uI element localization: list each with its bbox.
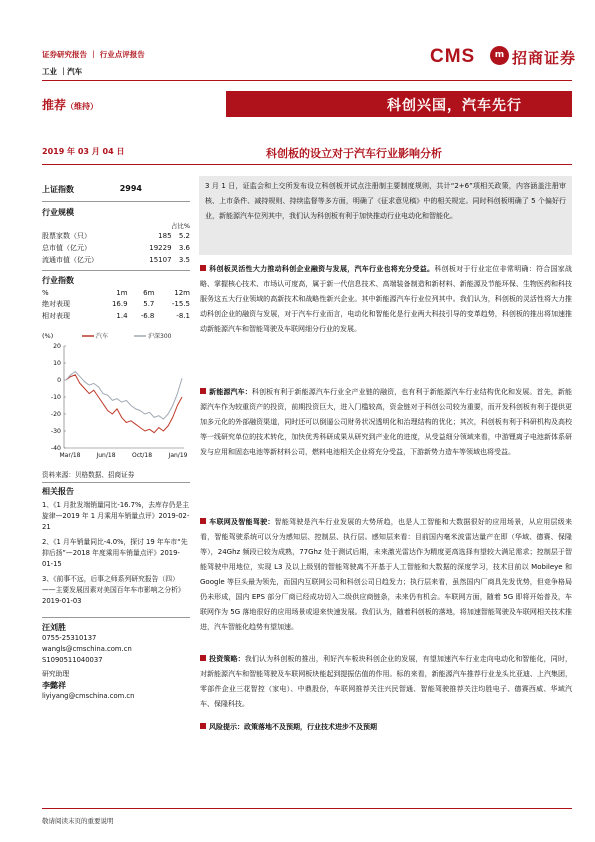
perf-cell: -8.1 — [176, 312, 190, 320]
chart-y-tick: 0 — [57, 377, 61, 384]
subtitle-divider — [42, 164, 572, 165]
perf-cell: 相对表现 — [42, 312, 70, 320]
related-report-item[interactable]: 3、《前事不远，后事之师系列研究报告（四）——主要发展因素对美国百年车市影响之分析》2019-01-03 — [42, 575, 185, 605]
header-divider — [42, 80, 572, 81]
scale-row-pct: 3.5 — [178, 256, 190, 264]
industry-label: 工业 ｜汽车 — [42, 67, 83, 76]
perf-row — [42, 298, 190, 310]
point-1-text: 科创板对于行业定位非常明确：符合国家战略、掌握核心技术、市场认可度高，属于新一代信息技术、高端装备制造和新材料、新能源及节能环保、生物医药和科技服务这五大行业领域的高新技术和战略性新兴企业。其中新能源汽车行业位列其中。我们认为，科创板的灵活性将大力推动科创企业的融资与发展，对于汽车行业而言，电动化和智能化是行业两大科技引导的变革趋势，科创板的推出将加速推动新能源汽车和智能驾驶及车联网细分行业的发展。 — [200, 265, 573, 333]
perf-cell: -6.8 — [140, 312, 155, 320]
scale-row-label: 股票家数（只） — [42, 232, 91, 240]
perf-cell: 绝对表现 — [42, 300, 70, 308]
logo-cn-text: 招商证券 — [512, 49, 577, 67]
pct-label: 占比% — [170, 222, 190, 230]
bullet-square-icon — [200, 723, 206, 729]
index-label: 上证指数 — [42, 185, 74, 194]
chart-y-tick: -10 — [50, 394, 61, 401]
rating-label: 推荐 — [42, 98, 67, 112]
chart-series-line — [66, 372, 182, 420]
analyst1-name: 汪刘胜 — [42, 623, 66, 632]
point-4-text: 我们认为科创板的推出，利好汽车板块科创企业的发展，有望加速汽车行业走向电动化和智能化，同时，对新能源汽车和智能驾驶及车联网板块能起到提振估值的作用。标的来看，新能源汽车推荐行业龙头比亚迪、上汽集团，零部件企业三花智控（家电）、中鼎股份，车联网推荐关注兴民智通、智能驾驶推荐关注均胜电子、德赛西威、华域汽车、保隆科技。 — [200, 655, 573, 708]
point-4-bold: 投资策略： — [209, 655, 245, 663]
perf-cell: 1.4 — [116, 312, 128, 320]
analyst1-email[interactable]: wangls@cmschina.com.cn — [42, 645, 132, 653]
summary-box: 3 月 1 日，证监会和上交所发布设立科创板并试点注册制主要制度规则，共计“2+6”项相关政策，内容涵盖注册审核、上市条件、减持规则、持续监督等多方面，明确了《征求意见稿》中的相关规定。同时科创板明确了 5 个偏好行业，新能源汽车位列其中，我们认为科创板有利于加快推动行业电动化和智能化。 — [199, 176, 572, 255]
point-5 — [200, 720, 572, 735]
analyst2-email[interactable]: liyiyang@cmschina.com.cn — [42, 692, 135, 700]
sidebar-divider — [42, 617, 190, 618]
point-3-text: 智能驾驶是汽车行业发展的大势所趋，也是人工智能和大数据很好的应用场景，从应用层级来看，智能驾驶系统可以分为感知层、控制层、执行层。感知层来看：目前国内毫米波雷达量产在即（华域、德赛、保隆等），24Ghz 频段已较为成熟，77Ghz 处于测试后期，未来激光雷达作为精度更高选择有望较大满足需求；控制层于智能驾驶中用地位，实现 L3 及以上级别的智能驾驶离不开基于人工智能和大数据的深度学习，技术目前以 Mobileye 和 Google 等巨头最为领先，而国内互联网公司和科创公司日趋发力；执行层来看，虽然国内厂商具先发优势，但竞争格局仍未形成，国内 EPS 部分厂商已经成功切入二级供应商链条，未来仍有机会。车联网方面，随着 5G 即将开始普及，车联网作为 5G 落地很好的应用场景或迎来快速发展。我们认为，随着科创板的落地，将加速智能驾驶及车联网相关技术推进，汽车智能化趋势有望加速。 — [200, 518, 573, 631]
scale-table — [42, 230, 190, 266]
perf-cell: 5.7 — [143, 300, 155, 308]
chart-x-tick: Jan/19 — [168, 452, 188, 459]
chart-y-unit: (%) — [42, 332, 54, 340]
analyst1-cert: S1090511040037 — [42, 656, 103, 664]
cms-logo — [430, 44, 580, 70]
chart-x-tick: Mar/18 — [59, 452, 81, 459]
related-report-item[interactable]: 2、《1 月车销量同比-4.0%，探讨 19 年车市“先抑后扬”—2018 年度乘用车销量点评》2019-01-15 — [42, 538, 188, 568]
scale-row — [42, 230, 190, 242]
sidebar-divider — [42, 201, 190, 202]
point-4 — [200, 652, 572, 712]
report-subtitle: 科创板的设立对于汽车行业影响分析 — [266, 147, 442, 160]
chart-y-tick: 10 — [53, 360, 61, 367]
chart-y-tick: -30 — [50, 428, 61, 435]
page-title: 科创兴国，汽车先行 — [387, 98, 522, 114]
index-chart — [42, 328, 192, 468]
chart-y-tick: 20 — [53, 343, 61, 350]
logo-circle-icon: m — [490, 46, 509, 65]
scale-row-value: 15107 — [149, 256, 172, 264]
analyst2-name: 李懿祥 — [42, 681, 66, 690]
chart-x-tick: Oct/18 — [131, 452, 153, 459]
point-1 — [200, 262, 572, 337]
report-date: 2019 年 03 月 04 日 — [42, 147, 125, 156]
point-2-text: 科创板有利于新能源汽车行业全产业链的融资，也有利于新能源汽车行业结构优化和发展。首先，新能源汽车作为较重资产的投资，前期投资巨大，进入门槛较高，资金链对于科创公司较为重要，而开发科创板有利于提供更加多元化的外部融资渠道，同时还可以倒逼公司财务状况透明化和治理结构的优化；其次，科创板有利于科研机构及高校等一线研究单位的技术转化，加快优秀科研成果从研究到产业化的进度，从受益细分领域来看，中游锂离子电池新体系研发与应用和固态电池等新材料公司，燃料电池相关企业将充分受益，下游新势力造车等领域也将受益。 — [200, 388, 573, 456]
logo-cms-text: CMS — [430, 46, 476, 67]
point-1-bold: 科创板灵活性大力推动科创企业融资与发展，汽车行业也将充分受益。 — [209, 265, 435, 273]
point-5-bold: 风险提示：政策落地不及预期，行业技术进步不及预期 — [209, 723, 377, 731]
assistant-title: 研究助理 — [42, 670, 70, 678]
chart-legend-label: 沪深300 — [148, 333, 172, 340]
index-value: 2994 — [119, 184, 142, 193]
scale-title: 行业规模 — [42, 208, 74, 217]
bullet-square-icon — [200, 518, 206, 524]
chart-source: 资料来源：贝格数据、招商证券 — [42, 471, 135, 479]
scale-row-label: 流通市值（亿元） — [42, 256, 98, 264]
related-report-item[interactable]: 1、《1 月批发端销量同比-16.7%，去库存仍是主旋律—2019 年 1 月乘用车销量点评》2019-02-21 — [42, 501, 190, 531]
scale-row-label: 总市值（亿元） — [42, 244, 91, 252]
sidebar-divider — [42, 270, 190, 271]
footer-note: 敬请阅读末页的重要说明 — [42, 817, 114, 825]
chart-series-line — [66, 375, 182, 433]
bullet-square-icon — [200, 655, 206, 661]
perf-row — [42, 310, 190, 322]
scale-row — [42, 242, 190, 254]
rating-sub: （维持） — [66, 102, 99, 111]
scale-row-value: 185 — [158, 232, 172, 240]
chart-y-tick: -40 — [50, 445, 61, 452]
chart-x-tick: Jun/18 — [96, 452, 116, 459]
scale-row-pct: 3.6 — [178, 244, 190, 252]
perf-title: 行业指数 — [42, 276, 74, 285]
point-3-bold: 车联网及智能驾驶： — [209, 518, 275, 526]
perf-header-cell: % — [42, 289, 49, 297]
scale-row-value: 19229 — [149, 244, 172, 252]
sidebar — [42, 176, 190, 702]
footer-divider — [42, 808, 572, 809]
sidebar-divider — [42, 482, 190, 483]
perf-header-cell: 12m — [174, 289, 190, 297]
point-2 — [200, 385, 572, 460]
perf-cell: 16.9 — [111, 300, 128, 308]
point-3 — [200, 515, 572, 635]
title-bar — [226, 91, 572, 117]
related-list — [42, 500, 190, 607]
perf-header-cell: 1m — [116, 289, 128, 297]
perf-cell: -15.5 — [171, 300, 190, 308]
report-type: 证券研究报告 ｜ 行业点评报告 — [42, 50, 145, 59]
bullet-square-icon — [200, 265, 206, 271]
bullet-square-icon — [200, 388, 206, 394]
perf-header — [42, 288, 190, 298]
chart-y-tick: -20 — [50, 411, 61, 418]
perf-table — [42, 288, 190, 322]
related-title: 相关报告 — [42, 487, 74, 496]
point-2-bold: 新能源汽车： — [209, 388, 252, 396]
analyst1-phone: 0755-25310137 — [42, 634, 97, 642]
scale-row-pct: 5.2 — [178, 232, 190, 240]
perf-header-cell: 6m — [143, 289, 155, 297]
scale-row — [42, 254, 190, 266]
chart-legend-label: 汽车 — [96, 333, 109, 340]
rating-block — [42, 91, 226, 117]
